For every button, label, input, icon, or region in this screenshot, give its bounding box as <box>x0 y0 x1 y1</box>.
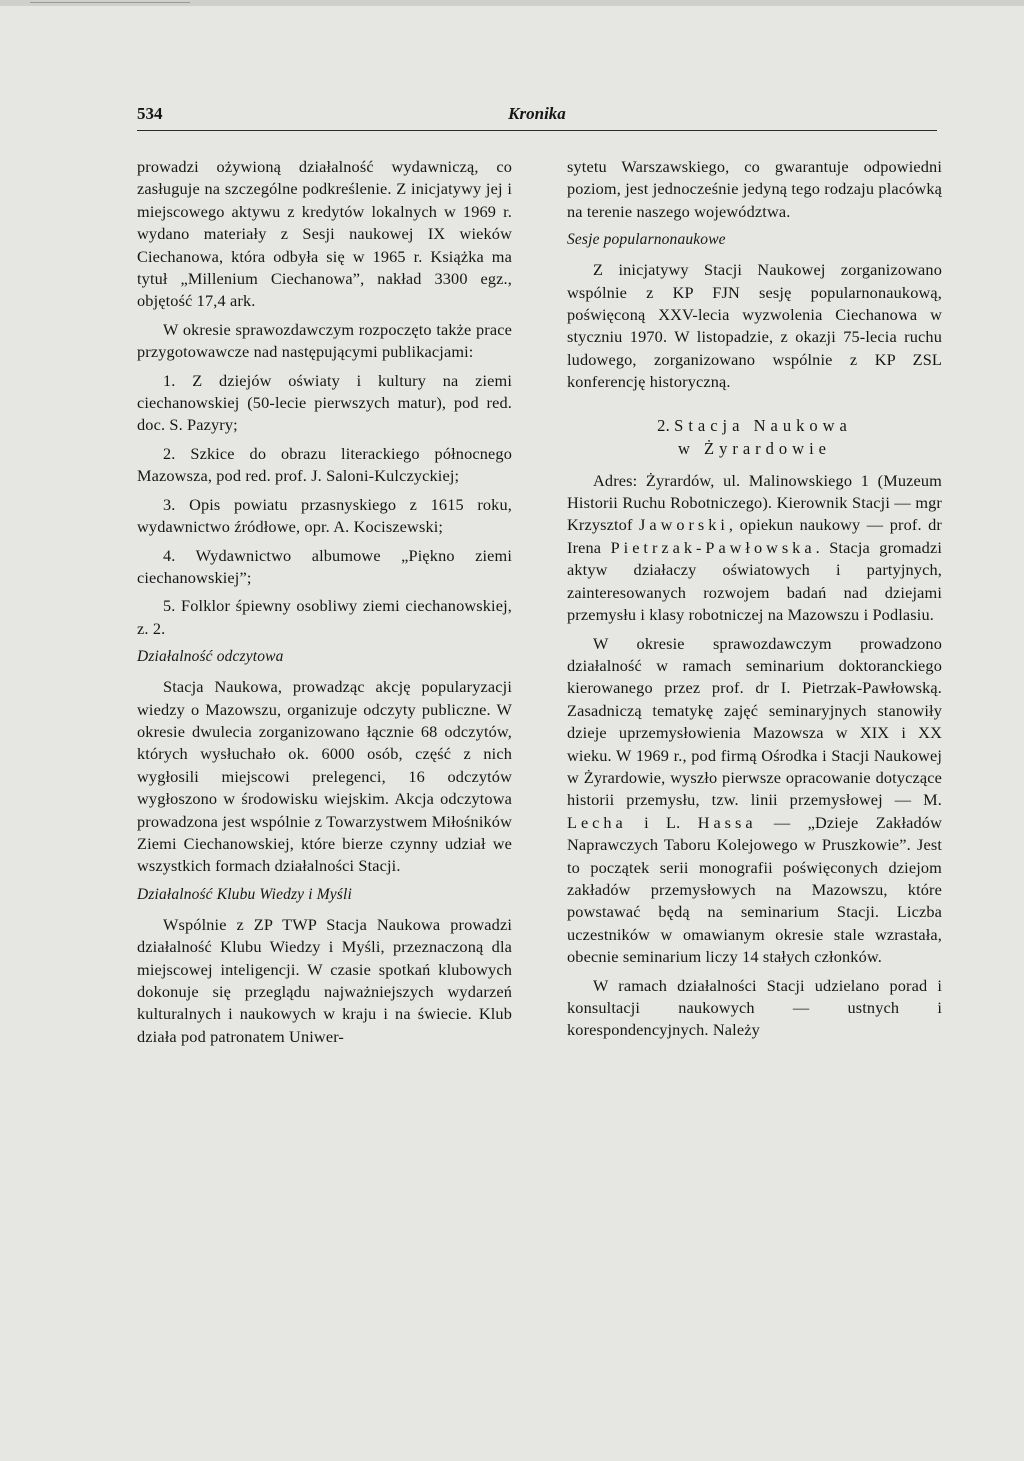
right-column <box>567 156 942 1048</box>
address-text: . Stacja gromadzi aktyw działaczy oświatowych i partyjnych, zainteresowanych rozwojem badań nad dziejami przemysłu i klasy robotniczej na Mazowszu i Podlasiu. <box>567 537 942 625</box>
paragraph-consultations: W ramach działalności Stacji udzielano porad i konsultacji naukowych — ustnych i korespondencyjnych. Należy <box>567 975 942 1040</box>
left-column <box>137 156 512 1054</box>
heading-lectures: Działalność odczytowa <box>137 648 284 666</box>
publication-list-item: 1. Z dziejów oświaty i kultury na ziemi ciechanowskiej (50-lecie pierwszych matur), pod red. doc. S. Pazyry; <box>137 370 512 435</box>
paragraph-university: sytetu Warszawskiego, co gwarantuje odpowiedni poziom, jest jednocześnie jedyną tego rodzaju placówką na terenie naszego województwa. <box>567 157 942 221</box>
page-number: 534 <box>137 104 163 123</box>
address-text: , opiekun naukowy — prof. dr Irena <box>567 515 942 557</box>
paragraph-seminar <box>567 633 942 969</box>
heading-sessions: Sesje popularnonaukowe <box>567 231 726 249</box>
person-name: Pietrzak-Pawłowska <box>610 537 816 557</box>
seminar-text: W okresie sprawozdawczym prowadzono działalność w ramach seminarium doktoranckiego kierowanego przez prof. dr I. Pietrzak-Pawłowską. Zasadniczą tematykę zajęć seminaryjnych stanowiły dzieje uprzemysłowienia Mazowsza w XIX i XX wieku. W 1969 r., pod firmą Ośrodka i Stacji Naukowej w Żyrardowie, wyszło pierwsze opracowanie dotyczące historii przemysłu, tzw. linii przemysłowej — M. <box>567 633 942 810</box>
publication-list-item: 3. Opis powiatu przasnyskiego z 1615 roku, wydawnictwo źródłowe, opr. A. Kociszewski; <box>137 494 512 537</box>
scan-edge <box>0 0 1024 6</box>
person-name: Jaworski <box>639 515 729 535</box>
paragraph-preparations: W okresie sprawozdawczym rozpoczęto także prace przygotowawcze nad następującymi publikacjami: <box>137 319 512 362</box>
station-heading-number: 2. <box>657 415 670 435</box>
paragraph-club: Wspólnie z ZP TWP Stacja Naukowa prowadzi działalność Klubu Wiedzy i Myśli, przeznaczoną dla miejscowej inteligencji. W czasie spotkań klubowych dokonuje się przeglądu najważniejszych wydarzeń kulturalnych i naukowych w kraju i na świecie. Klub działa pod patronatem Uniwer- <box>137 914 512 1046</box>
heading-club: Działalność Klubu Wiedzy i Myśli <box>137 885 352 903</box>
station-heading-title: Stacja Naukowa <box>674 415 852 435</box>
person-name: Lecha <box>567 812 627 832</box>
page-header <box>137 100 937 131</box>
seminar-text: i L. <box>626 812 698 832</box>
scan-edge-line <box>30 2 190 3</box>
paragraph-publishing: prowadzi ożywioną działalność wydawniczą, co zasługuje na szczególne podkreślenie. Z inicjatywy jej i miejscowego aktywu z kredytów lokalnych w 1969 r. wydano materiały z Sesji naukowej IX wieków Ciechanowa, która odbyła się w 1965 r. Książka ma tytuł „Millenium Ciechanowa”, nakład 3300 egz., objętość 17,4 ark. <box>137 157 512 311</box>
paragraph-address <box>567 470 942 627</box>
publication-list-item: 2. Szkice do obrazu literackiego północnego Mazowsza, pod red. prof. J. Saloni-Kulczyckiej; <box>137 443 512 486</box>
station-heading-location: w Żyrardowie <box>677 438 831 458</box>
station-heading <box>567 414 942 460</box>
publication-list-item: 4. Wydawnictwo albumowe „Piękno ziemi ciechanowskiej”; <box>137 545 512 587</box>
person-name: Hassa <box>697 812 757 832</box>
publication-list-item: 5. Folklor śpiewny osobliwy ziemi ciechanowskiej, z. 2. <box>137 596 512 638</box>
paragraph-sessions: Z inicjatywy Stacji Naukowej zorganizowano wspólnie z KP FJN sesję popularnonaukową, poświęconą XXV-lecia wyzwolenia Ciechanowa w styczniu 1970. W listopadzie, z okazji 75-lecia ruchu ludowego, zorganizowano wspólnie z KP ZSL konferencję historyczną. <box>567 260 942 392</box>
running-head: Kronika <box>508 104 566 123</box>
address-text: Adres: Żyrardów, ul. Malinowskiego 1 (Muzeum Historii Ruchu Robotniczego). Kierownik Stacji — mgr Krzysztof <box>567 470 942 535</box>
paragraph-lectures: Stacja Naukowa, prowadząc akcję popularyzacji wiedzy o Mazowszu, organizuje odczyty publiczne. W okresie dwulecia zorganizowano łącznie 68 odczytów, których wysłuchało ok. 6000 osób, część z nich wygłosili miejscowi prelegenci, 16 odczytów wygłoszono w środowisku wiejskim. Akcja odczytowa prowadzona jest wspólnie z Towarzystwem Miłośników Ziemi Ciechanowskiej, które bierze czynny udział we wszystkich formach działalności Stacji. <box>137 677 512 876</box>
seminar-text: — „Dzieje Zakładów Naprawczych Taboru Kolejowego w Pruszkowie”. Jest to początek serii monografii poświęconych dziejom zakładów przemysłowych na Mazowszu, które powstawać będą na seminarium Stacji. Liczba uczestników w omawianym okresie stale wzrastała, obecnie seminarium liczy 14 stałych członków. <box>567 812 942 967</box>
